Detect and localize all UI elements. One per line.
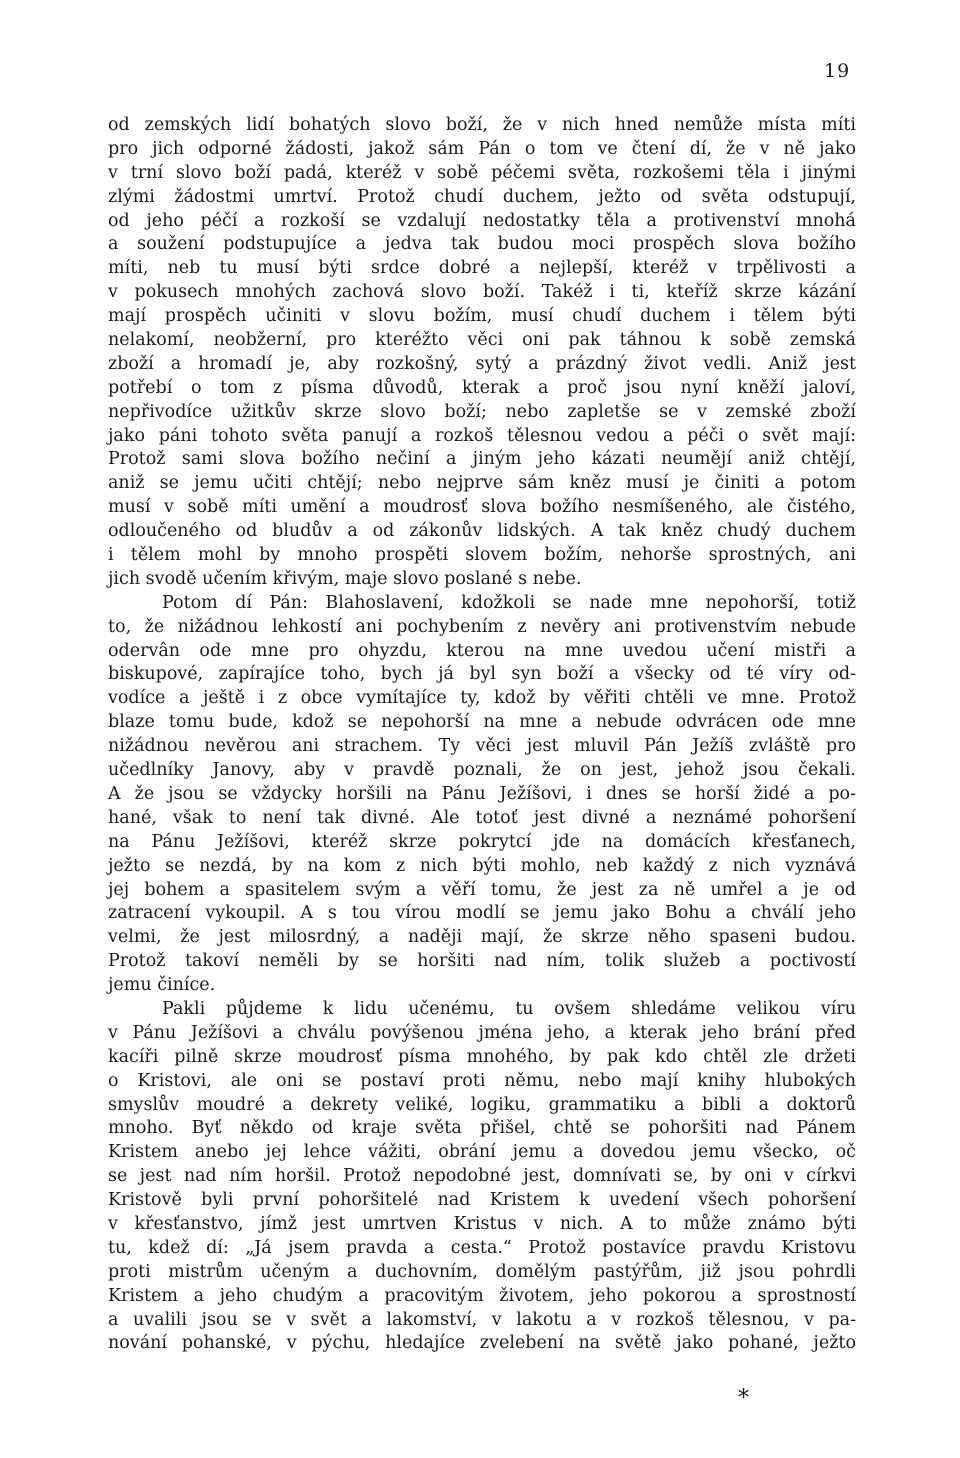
text-line: kacíři pilně skrze moudrosť písma mnohého, by pak kdo chtěl zle držeti — [108, 1046, 856, 1067]
text-line: Pakli půjdeme k lidu učenému, tu ovšem shledáme velikou víru — [162, 998, 856, 1019]
text-line: jemu činíce. — [108, 975, 216, 996]
text-line: v trní slovo boží padá, kteréž v sobě péčemi světa, rozkošemi těla i jinými — [108, 162, 856, 183]
text-line: proti mistrům učeným a duchovním, domělým pastýřům, již jsou pohrdli — [108, 1261, 856, 1282]
text-line: i tělem mohl by mnoho prospěti slovem božím, nehorše sprostných, ani — [108, 545, 856, 566]
text-line: Kristem a jeho chudým a pracovitým životem, jeho pokorou a sprostností — [108, 1285, 856, 1306]
text-line: a uvalili jsou se v svět a lakomství, v lakotu a v rozkoš tělesnou, v pa- — [108, 1309, 856, 1330]
text-line: A že jsou se vždycky horšili na Pánu Ježíšovi, i dnes se horší židé a po- — [108, 783, 856, 804]
text-line: to, že nižádnou lehkostí ani pochybením z nevěry ani protivenstvím nebude — [108, 616, 856, 637]
text-line: Protož takoví neměli by se horšiti nad ním, tolik služeb a poctivostí — [108, 951, 856, 972]
text-line: Protož sami slova božího nečiní a jiným jeho kázati neumějí aniž chtějí, — [108, 449, 856, 470]
text-line: učedlníky Janovy, aby v pravdě poznali, že on jest, jehož jsou čekali. — [108, 760, 856, 781]
signature-mark: * — [738, 1386, 749, 1411]
text-line: od zemských lidí bohatých slovo boží, že v nich hned nemůže místa míti — [108, 115, 856, 135]
text-line: nepřivodíce užitkův skrze slovo boží; nebo zapletše se v zemské zboží — [108, 401, 856, 422]
text-line: smyslův moudré a dekrety veliké, logiku, grammatiku a bibli a doktorů — [108, 1094, 856, 1115]
text-line: na Pánu Ježíšovi, kteréž skrze pokrytcí jde na domácích křesťanech, — [108, 831, 856, 852]
text-line: biskupové, zapírajíce toho, bych já byl syn boží a všecky od té víry od- — [108, 664, 856, 685]
text-body — [108, 114, 856, 1380]
text-line: Potom dí Pán: Blahoslavení, kdožkoli se nade mne nepohorší, totiž — [162, 592, 856, 613]
text-line: mají prospěch učiniti v slovu božím, musí chudí duchem i tělem býti — [108, 306, 856, 327]
text-line: v křesťanstvo, jímž jest umrtven Kristus v nich. A to může známo býti — [108, 1213, 856, 1234]
text-line: aniž se jemu učiti chtějí; nebo nejprve sám kněz musí je činiti a potom — [108, 473, 856, 494]
text-line: o Kristovi, ale oni se postaví proti němu, nebo mají knihy hlubokých — [108, 1070, 856, 1091]
text-line: zatracení vykoupil. A s tou vírou modlí se jemu jako Bohu a chválí jeho — [108, 903, 856, 924]
text-line: nování pohanské, v pýchu, hledajíce zvelebení na světě jako pohané, ježto — [108, 1333, 856, 1354]
text-line: mnoho. Byť někdo od kraje světa přišel, chtě se pohoršiti nad Pánem — [108, 1118, 856, 1139]
text-line: jej bohem a spasitelem svým a věří tomu, že jest za ně umřel a je od — [108, 879, 856, 900]
text-line: zlými žádostmi umrtví. Protož chudí duchem, ježto od světa odstupují, — [108, 186, 856, 207]
text-line: velmi, že jest milosrdný, a naději mají, že skrze něho spaseni budou. — [108, 927, 856, 948]
text-line: odervân ode mne pro ohyzdu, kterou na mne uvedou učení mistři a — [108, 640, 856, 661]
text-line: jich svodě učením křivým, maje slovo poslané s nebe. — [108, 568, 582, 589]
page-number: 19 — [824, 60, 851, 82]
text-line: v pokusech mnohých zachová slovo boží. Takéž i ti, kteříž skrze kázání — [108, 282, 856, 303]
text-line: nelakomí, neobžerní, pro kteréžto věci oni pak táhnou k sobě zemská — [108, 330, 856, 351]
text-line: v Pánu Ježíšovi a chválu povýšenou jména jeho, a kterak jeho brání před — [108, 1022, 856, 1043]
text-line: míti, neb tu musí býti srdce dobré a nejlepší, kteréž v trpělivosti a — [108, 258, 856, 279]
text-line: Kristem anebo jej lehce vážiti, obrání jemu a dovedou jemu všecko, oč — [108, 1142, 856, 1163]
text-line: blaze tomu bude, kdož se nepohorší na mne a nebude odvrácen ode mne — [108, 712, 856, 733]
text-line: hané, však to není tak divné. Ale totoť jest divné a neznámé pohoršení — [108, 807, 856, 828]
text-line: vodíce a ještě i z obce vymítajíce ty, kdož by věřiti chtěli ve mne. Protož — [108, 688, 856, 709]
text-line: a soužení podstupujíce a jedva tak budou moci prospěch slova božího — [108, 234, 856, 255]
text-line: od jeho péčí a rozkoší se vzdalují nedostatky těla a protivenství mnohá — [108, 210, 856, 231]
text-line: ježto se nezdá, by na kom z nich býti mohlo, neb každý z nich vyznává — [108, 855, 856, 876]
text-line: nižádnou nevěrou ani strachem. Ty věci jest mluvil Pán Ježíš zvláště pro — [108, 736, 856, 757]
text-line: tu, kdež dí: „Já jsem pravda a cesta.“ Protož postavíce pravdu Kristovu — [108, 1237, 856, 1258]
text-line: jako páni tohoto světa panují a rozkoš tělesnou vedou a péči o svět mají: — [108, 425, 856, 446]
text-line: odloučeného od bludův a od zákonův lidských. A tak kněz chudý duchem — [108, 521, 856, 542]
text-line — [108, 1356, 856, 1380]
text-line: pro jich odporné žádosti, jakož sám Pán o tom ve čtení dí, že v ně jako — [108, 138, 856, 159]
text-line: se jest nad ním horšil. Protož nepodobné jest, domnívati se, by oni v církvi — [108, 1166, 856, 1187]
text-line: zboží a hromadí je, aby rozkošný, sytý a prázdný život vedli. Aniž jest — [108, 353, 856, 374]
text-line: musí v sobě míti umění a moudrosť slova božího nesmíšeného, ale čistého, — [108, 497, 856, 518]
text-line: Kristově byli první pohoršitelé nad Kristem k uvedení všech pohoršení — [108, 1190, 856, 1211]
text-line: potřebí o tom z písma důvodů, kterak a proč jsou nyní kněží jaloví, — [108, 377, 856, 398]
